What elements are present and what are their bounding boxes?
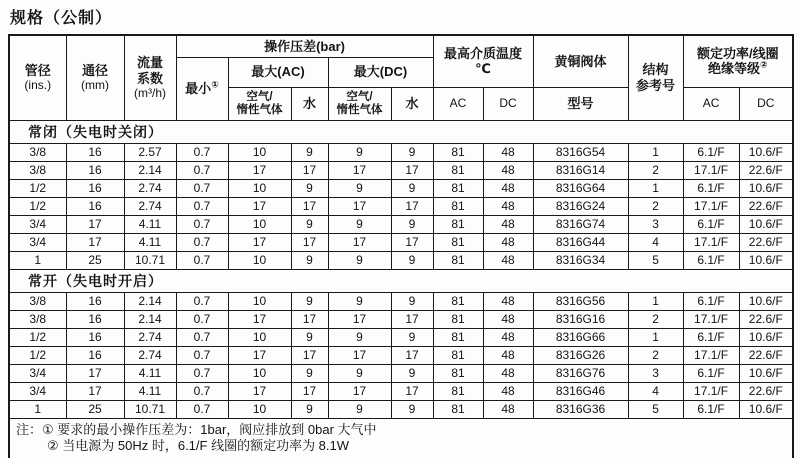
col-header-construction-ref <box>628 35 683 120</box>
table-cell: 8316G66 <box>533 328 628 346</box>
note-line-1: 注：① 要求的最小操作压差为：1bar，阀应排放到 0bar 大气中 <box>16 421 377 437</box>
table-cell: 4 <box>628 233 683 251</box>
col-header-power-ac: AC <box>683 87 739 120</box>
table-cell: 0.7 <box>176 346 228 364</box>
table-cell: 10.6/F <box>739 179 793 197</box>
table-cell: 10 <box>228 328 291 346</box>
table-cell: 3/4 <box>9 364 66 382</box>
table-cell: 8316G14 <box>533 161 628 179</box>
table-row <box>9 364 793 382</box>
table-cell: 1 <box>9 400 66 418</box>
table-cell: 22.6/F <box>739 233 793 251</box>
section-header-row <box>9 269 793 292</box>
table-cell: 81 <box>433 292 483 310</box>
table-cell: 81 <box>433 382 483 400</box>
table-cell: 9 <box>328 400 391 418</box>
col-header-temp-ac: AC <box>433 87 483 120</box>
table-cell: 25 <box>66 251 124 269</box>
table-cell: 0.7 <box>176 382 228 400</box>
table-row <box>9 197 793 215</box>
table-cell: 1 <box>9 251 66 269</box>
table-cell: 17 <box>328 310 391 328</box>
table-cell: 3/8 <box>9 143 66 161</box>
col-header-pipe-size <box>9 35 66 120</box>
table-row <box>9 233 793 251</box>
table-cell: 16 <box>66 346 124 364</box>
table-cell: 6.1/F <box>683 179 739 197</box>
table-cell: 22.6/F <box>739 310 793 328</box>
table-cell: 10.71 <box>124 251 176 269</box>
orifice-zh: 通径 <box>81 63 108 78</box>
table-cell: 9 <box>291 328 328 346</box>
table-cell: 9 <box>291 143 328 161</box>
table-cell: 17 <box>328 382 391 400</box>
col-header-air-inert-dc: 空气/ 惰性气体 <box>328 87 391 120</box>
table-row <box>9 292 793 310</box>
section-label: 常闭（失电时关闭） <box>9 120 793 143</box>
table-cell: 4 <box>628 382 683 400</box>
table-cell: 6.1/F <box>683 143 739 161</box>
table-cell: 81 <box>433 215 483 233</box>
table-row <box>9 328 793 346</box>
table-cell: 1 <box>628 143 683 161</box>
section-header-row <box>9 120 793 143</box>
table-cell: 81 <box>433 197 483 215</box>
flow-zh1: 流量 <box>136 55 163 71</box>
table-cell: 10 <box>228 179 291 197</box>
table-cell: 9 <box>328 364 391 382</box>
table-cell: 17 <box>291 197 328 215</box>
table-cell: 0.7 <box>176 310 228 328</box>
table-cell: 3/8 <box>9 161 66 179</box>
table-cell: 2.14 <box>124 310 176 328</box>
table-cell: 17 <box>328 233 391 251</box>
col-header-min-pressure: 最小① <box>176 57 228 120</box>
table-cell: 48 <box>483 400 533 418</box>
table-cell: 0.7 <box>176 328 228 346</box>
table-cell: 9 <box>328 215 391 233</box>
table-cell: 4.11 <box>124 233 176 251</box>
table-cell: 9 <box>391 364 433 382</box>
table-cell: 4.11 <box>124 215 176 233</box>
temp-line2: ℃ <box>475 61 491 77</box>
table-cell: 0.7 <box>176 400 228 418</box>
table-cell: 3 <box>628 364 683 382</box>
col-header-water-ac: 水 <box>291 87 328 120</box>
pipe-size-zh: 管径 <box>24 63 51 78</box>
table-cell: 1 <box>628 179 683 197</box>
footnote-2-marker: ② <box>759 59 768 70</box>
table-row <box>9 310 793 328</box>
col-group-max-ac: 最大(AC) <box>228 57 328 87</box>
table-cell: 17.1/F <box>683 382 739 400</box>
table-cell: 17 <box>328 161 391 179</box>
table-cell: 6.1/F <box>683 251 739 269</box>
pipe-size-unit: (ins.) <box>24 78 52 93</box>
table-cell: 8316G16 <box>533 310 628 328</box>
table-cell: 1/2 <box>9 328 66 346</box>
table-cell: 17 <box>391 382 433 400</box>
table-cell: 22.6/F <box>739 382 793 400</box>
table-cell: 17 <box>228 233 291 251</box>
col-group-max-media-temp <box>433 35 533 87</box>
table-row <box>9 161 793 179</box>
col-header-air-inert-ac: 空气/ 惰性气体 <box>228 87 291 120</box>
table-cell: 0.7 <box>176 161 228 179</box>
table-cell: 2.14 <box>124 292 176 310</box>
table-cell: 48 <box>483 382 533 400</box>
table-cell: 16 <box>66 310 124 328</box>
table-row <box>9 251 793 269</box>
table-cell: 3/4 <box>9 215 66 233</box>
table-cell: 17.1/F <box>683 197 739 215</box>
table-cell: 6.1/F <box>683 400 739 418</box>
table-cell: 10.6/F <box>739 251 793 269</box>
table-cell: 2.74 <box>124 346 176 364</box>
table-cell: 17 <box>66 364 124 382</box>
table-cell: 17 <box>228 346 291 364</box>
table-cell: 0.7 <box>176 215 228 233</box>
table-cell: 5 <box>628 400 683 418</box>
table-cell: 10.6/F <box>739 215 793 233</box>
table-cell: 17 <box>66 233 124 251</box>
table-cell: 0.7 <box>176 179 228 197</box>
flow-zh2: 系数 <box>136 70 163 86</box>
table-cell: 4.11 <box>124 382 176 400</box>
table-cell: 17 <box>291 233 328 251</box>
col-header-power-dc: DC <box>739 87 793 120</box>
table-cell: 16 <box>66 179 124 197</box>
table-cell: 0.7 <box>176 364 228 382</box>
table-cell: 81 <box>433 364 483 382</box>
table-cell: 9 <box>328 328 391 346</box>
table-cell: 8316G56 <box>533 292 628 310</box>
table-cell: 48 <box>483 328 533 346</box>
table-cell: 48 <box>483 233 533 251</box>
table-cell: 9 <box>291 179 328 197</box>
table-cell: 9 <box>291 364 328 382</box>
table-cell: 0.7 <box>176 197 228 215</box>
table-cell: 81 <box>433 251 483 269</box>
table-cell: 2.74 <box>124 197 176 215</box>
table-cell: 3/4 <box>9 382 66 400</box>
table-cell: 3/8 <box>9 292 66 310</box>
table-cell: 17 <box>228 310 291 328</box>
table-cell: 17 <box>66 215 124 233</box>
construction-line1: 结构 <box>642 62 669 78</box>
table-cell: 17.1/F <box>683 310 739 328</box>
table-cell: 6.1/F <box>683 328 739 346</box>
table-cell: 2.57 <box>124 143 176 161</box>
table-cell: 48 <box>483 179 533 197</box>
table-cell: 81 <box>433 310 483 328</box>
table-cell: 10.6/F <box>739 143 793 161</box>
table-header <box>9 35 793 120</box>
table-cell: 3/8 <box>9 310 66 328</box>
table-body <box>9 120 793 418</box>
table-cell: 2 <box>628 197 683 215</box>
table-cell: 9 <box>291 400 328 418</box>
table-cell: 81 <box>433 161 483 179</box>
table-cell: 17 <box>291 310 328 328</box>
table-cell: 9 <box>328 143 391 161</box>
col-group-operating-pressure: 操作压差(bar) <box>176 35 433 57</box>
table-cell: 10.6/F <box>739 292 793 310</box>
table-cell: 81 <box>433 346 483 364</box>
table-cell: 9 <box>391 215 433 233</box>
temp-line1: 最高介质温度 <box>444 45 523 61</box>
table-cell: 8316G34 <box>533 251 628 269</box>
power-line1: 额定功率/线圈 <box>696 45 779 61</box>
col-header-flow-coefficient <box>124 35 176 120</box>
table-cell: 81 <box>433 328 483 346</box>
table-cell: 17 <box>391 161 433 179</box>
notes-cell <box>9 418 793 458</box>
table-row <box>9 143 793 161</box>
table-cell: 22.6/F <box>739 161 793 179</box>
table-cell: 9 <box>328 292 391 310</box>
table-cell: 10 <box>228 364 291 382</box>
construction-line2: 参考号 <box>636 77 676 93</box>
table-cell: 48 <box>483 197 533 215</box>
table-cell: 0.7 <box>176 251 228 269</box>
table-cell: 17.1/F <box>683 346 739 364</box>
table-cell: 48 <box>483 292 533 310</box>
orifice-unit: (mm) <box>81 78 109 93</box>
table-cell: 9 <box>328 179 391 197</box>
flow-unit: (m³/h) <box>134 86 166 100</box>
table-cell: 1/2 <box>9 346 66 364</box>
table-row <box>9 215 793 233</box>
table-cell: 17 <box>228 197 291 215</box>
section-label: 常开（失电时开启） <box>9 269 793 292</box>
col-header-temp-dc: DC <box>483 87 533 120</box>
table-cell: 17 <box>328 197 391 215</box>
table-cell: 10 <box>228 215 291 233</box>
table-cell: 6.1/F <box>683 364 739 382</box>
col-group-brass-body: 黄铜阀体 <box>533 35 628 87</box>
table-cell: 9 <box>391 400 433 418</box>
table-cell: 48 <box>483 251 533 269</box>
table-cell: 3/4 <box>9 233 66 251</box>
table-row <box>9 179 793 197</box>
table-cell: 2 <box>628 310 683 328</box>
table-cell: 8316G76 <box>533 364 628 382</box>
table-cell: 48 <box>483 143 533 161</box>
table-cell: 8316G24 <box>533 197 628 215</box>
table-cell: 16 <box>66 197 124 215</box>
table-cell: 10 <box>228 400 291 418</box>
table-cell: 2.14 <box>124 161 176 179</box>
table-cell: 10 <box>228 251 291 269</box>
footnote-1-marker: ① <box>211 79 219 90</box>
table-cell: 1 <box>628 292 683 310</box>
col-header-orifice <box>66 35 124 120</box>
table-cell: 8316G36 <box>533 400 628 418</box>
table-cell: 81 <box>433 143 483 161</box>
page-title: 规格（公制） <box>10 10 113 27</box>
table-cell: 17.1/F <box>683 233 739 251</box>
col-header-water-dc: 水 <box>391 87 433 120</box>
table-cell: 17 <box>228 161 291 179</box>
table-cell: 1/2 <box>9 179 66 197</box>
col-group-rated-power <box>683 35 793 87</box>
table-cell: 10 <box>228 292 291 310</box>
table-cell: 10 <box>228 143 291 161</box>
col-group-max-dc: 最大(DC) <box>328 57 433 87</box>
table-cell: 17 <box>328 346 391 364</box>
table-cell: 81 <box>433 233 483 251</box>
table-footer <box>9 418 793 458</box>
table-cell: 10.6/F <box>739 328 793 346</box>
table-row <box>9 400 793 418</box>
table-cell: 8316G64 <box>533 179 628 197</box>
table-cell: 16 <box>66 292 124 310</box>
table-cell: 17 <box>391 346 433 364</box>
table-cell: 8316G74 <box>533 215 628 233</box>
table-cell: 81 <box>433 400 483 418</box>
table-cell: 17 <box>291 346 328 364</box>
table-cell: 3 <box>628 215 683 233</box>
table-cell: 48 <box>483 161 533 179</box>
table-cell: 17 <box>391 310 433 328</box>
table-cell: 25 <box>66 400 124 418</box>
table-cell: 48 <box>483 364 533 382</box>
table-cell: 17 <box>291 161 328 179</box>
table-cell: 8316G54 <box>533 143 628 161</box>
table-cell: 8316G46 <box>533 382 628 400</box>
table-cell: 10.71 <box>124 400 176 418</box>
table-cell: 2 <box>628 161 683 179</box>
table-row <box>9 382 793 400</box>
table-cell: 10.6/F <box>739 364 793 382</box>
table-cell: 8316G44 <box>533 233 628 251</box>
table-cell: 9 <box>391 292 433 310</box>
table-cell: 16 <box>66 143 124 161</box>
table-cell: 2.74 <box>124 328 176 346</box>
table-cell: 0.7 <box>176 292 228 310</box>
table-cell: 9 <box>391 179 433 197</box>
table-row <box>9 346 793 364</box>
table-cell: 2 <box>628 346 683 364</box>
table-cell: 4.11 <box>124 364 176 382</box>
table-cell: 6.1/F <box>683 215 739 233</box>
table-cell: 17 <box>228 382 291 400</box>
table-cell: 17 <box>66 382 124 400</box>
table-cell: 22.6/F <box>739 197 793 215</box>
table-cell: 1 <box>628 328 683 346</box>
table-cell: 9 <box>391 328 433 346</box>
table-cell: 9 <box>391 143 433 161</box>
table-cell: 9 <box>291 251 328 269</box>
table-cell: 48 <box>483 215 533 233</box>
table-cell: 17 <box>291 382 328 400</box>
table-cell: 81 <box>433 179 483 197</box>
table-cell: 8316G26 <box>533 346 628 364</box>
table-cell: 9 <box>291 215 328 233</box>
table-cell: 9 <box>391 251 433 269</box>
table-cell: 5 <box>628 251 683 269</box>
table-cell: 2.74 <box>124 179 176 197</box>
table-cell: 16 <box>66 328 124 346</box>
table-cell: 48 <box>483 346 533 364</box>
table-cell: 1/2 <box>9 197 66 215</box>
col-header-model: 型号 <box>533 87 628 120</box>
table-cell: 6.1/F <box>683 292 739 310</box>
table-cell: 9 <box>291 292 328 310</box>
table-cell: 10.6/F <box>739 400 793 418</box>
table-cell: 17.1/F <box>683 161 739 179</box>
table-cell: 16 <box>66 161 124 179</box>
table-cell: 17 <box>391 233 433 251</box>
spec-table <box>8 34 794 458</box>
table-cell: 0.7 <box>176 143 228 161</box>
note-line-2: ② 当电源为 50Hz 时，6.1/F 线圈的额定功率为 8.1W <box>47 437 350 453</box>
table-cell: 22.6/F <box>739 346 793 364</box>
table-cell: 48 <box>483 310 533 328</box>
power-line2: 绝缘等级② <box>707 59 768 77</box>
table-cell: 9 <box>328 251 391 269</box>
table-cell: 0.7 <box>176 233 228 251</box>
table-cell: 17 <box>391 197 433 215</box>
